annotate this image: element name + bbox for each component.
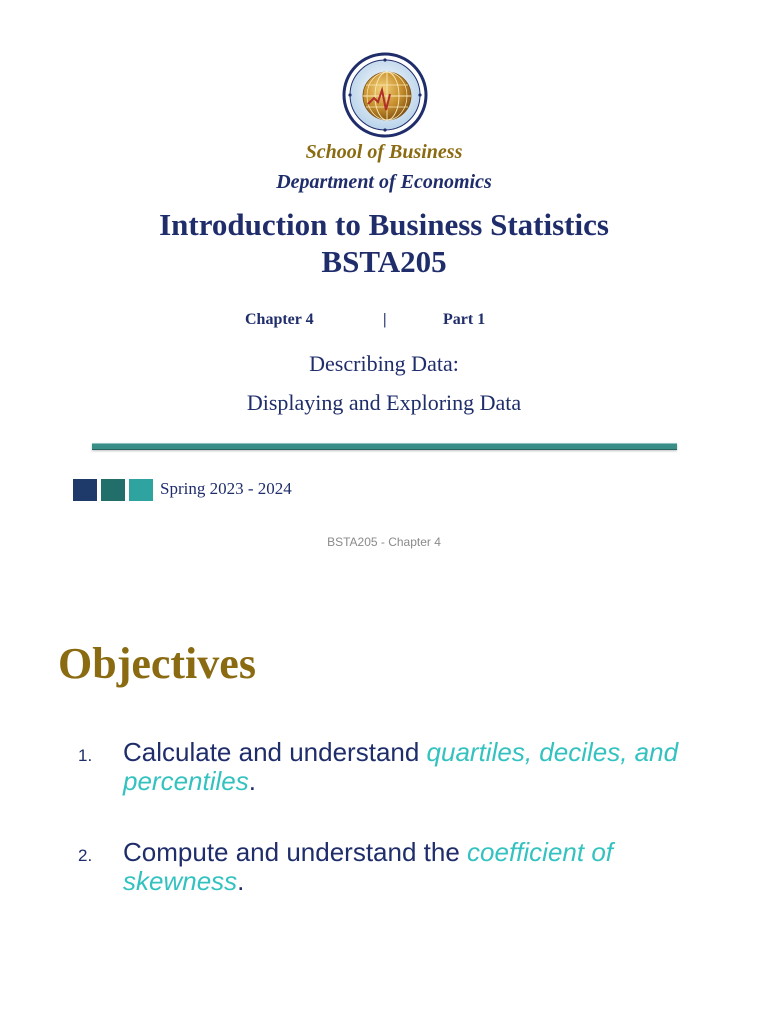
objective-item xyxy=(123,738,723,796)
decor-square-mid xyxy=(101,479,125,501)
term-label: Spring 2023 - 2024 xyxy=(160,479,292,498)
objective-number: 2. xyxy=(78,846,93,865)
chapter-separator: | xyxy=(383,311,387,328)
department-name: Department of Economics xyxy=(276,171,492,193)
objective-highlight: quartiles, deciles, and percentiles xyxy=(123,737,679,796)
objectives-slide xyxy=(0,578,768,1024)
objective-text: Calculate and understand xyxy=(123,737,427,767)
objective-highlight: coefficient of skewness xyxy=(123,837,614,896)
course-code: BSTA205 xyxy=(321,244,447,279)
decor-square-dark xyxy=(73,479,97,501)
slide-footer: BSTA205 - Chapter 4 xyxy=(327,535,441,549)
subtitle-line-2: Displaying and Exploring Data xyxy=(246,390,522,415)
school-name: School of Business xyxy=(305,141,463,163)
title-divider xyxy=(92,443,677,450)
chapter-label: Chapter 4 xyxy=(245,311,314,328)
course-title xyxy=(0,206,768,280)
objective-punctuation: . xyxy=(248,766,256,796)
objectives-title: Objectives xyxy=(58,639,256,688)
course-title-line-1: Introduction to Business Statistics xyxy=(159,207,609,242)
objective-item xyxy=(123,838,723,896)
part-label: Part 1 xyxy=(443,311,486,328)
subtitle-line-1: Describing Data: xyxy=(309,351,459,376)
objective-punctuation: . xyxy=(237,866,245,896)
university-seal-globe-icon xyxy=(342,52,428,138)
decor-square-light xyxy=(129,479,153,501)
objective-text: Compute and understand the xyxy=(123,837,468,867)
objective-number: 1. xyxy=(78,746,93,765)
